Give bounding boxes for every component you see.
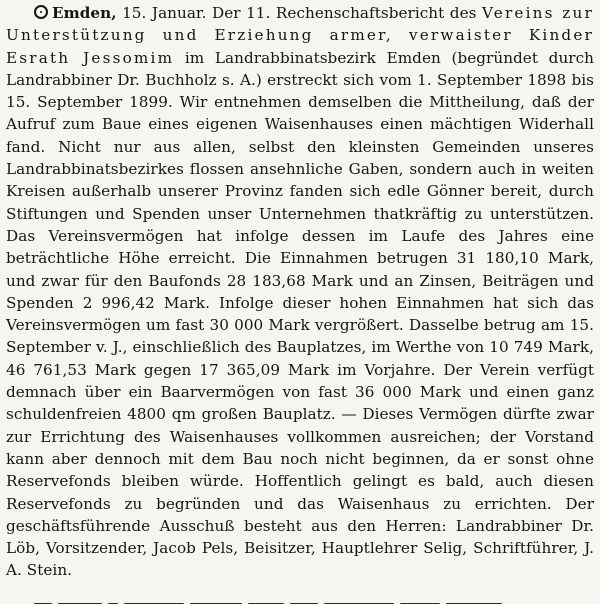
dateline-place: Emden, xyxy=(52,4,117,22)
article-body: im Landrabbinatsbezirk Emden (begründet durch Landrabbiner Dr. Buchholz s. A.) erstreckt sich vom 1. September 1898 bis 15. September 1899. Wir entnehmen demselben die Mittheilung, daß der Aufruf zum Baue eines eigenen Waisenhauses einen mächtigen Widerhall fand. Nicht nur aus allen, selbst den kleinsten Gemeinden unseres Landrabbinatsbezirkes flossen ansehnliche Gaben, sondern auch in weiten Kreisen außerhalb unserer Provinz fanden sich edle Gönner bereit, durch Stiftungen und Spenden unser Unternehmen thatkräftig zu unterstützen. Das Vereinsvermögen hat infolge dessen im Laufe des Jahres eine beträchtliche Höhe erreicht. Die Einnahmen betrugen 31 180,10 Mark, und zwar für den Baufonds 28 183,68 Mark und an Zinsen, Beiträgen und Spenden 2 996,42 Mark. Infolge dieser hohen Einnahmen hat sich das Vereinsvermögen um fast 30 000 Mark vergrößert. Dasselbe betrug am 15. September v. J., einschließlich des Bauplatzes, im Werthe von 10 749 Mark, 46 761,53 Mark gegen 17 365,09 Mark im Vorjahre. Der Verein verfügt demnach über ein Baarvermögen von fast 36 000 Mark und einen ganz schuldenfreien 4800 qm großen Bauplatz. — Dieses Vermögen dürfte zwar zur Errichtung des Waisenhauses vollkommen ausreichen; der Vorstand kann aber dennoch mit dem Bau noch nicht beginnen, da er sonst ohne Reservefonds bleiben würde. Hoffentlich gelingt es bald, auch diesen Reservefonds zu begründen und das Waisenhaus zu errichten. Der geschäftsführende Ausschuß besteht aus den Herren: Landrabbiner Dr. Löb, Vorsitzender, Jacob Pels, Beisitzer, Hauptlehrer Selig, Schriftführer, J. A. Stein. xyxy=(6,48,594,580)
dateline-date: 15. Januar. xyxy=(122,4,207,22)
section-bullet-icon xyxy=(34,5,48,19)
news-article-emden xyxy=(6,2,594,582)
next-article-cutoff xyxy=(34,594,554,604)
society-name: Vereins zur Unterstützung und Erziehung armer, verwaister Kinder Esrath Jessomim xyxy=(6,4,594,67)
article-text-intro: Der 11. Rechenschaftsbericht des xyxy=(211,4,477,22)
